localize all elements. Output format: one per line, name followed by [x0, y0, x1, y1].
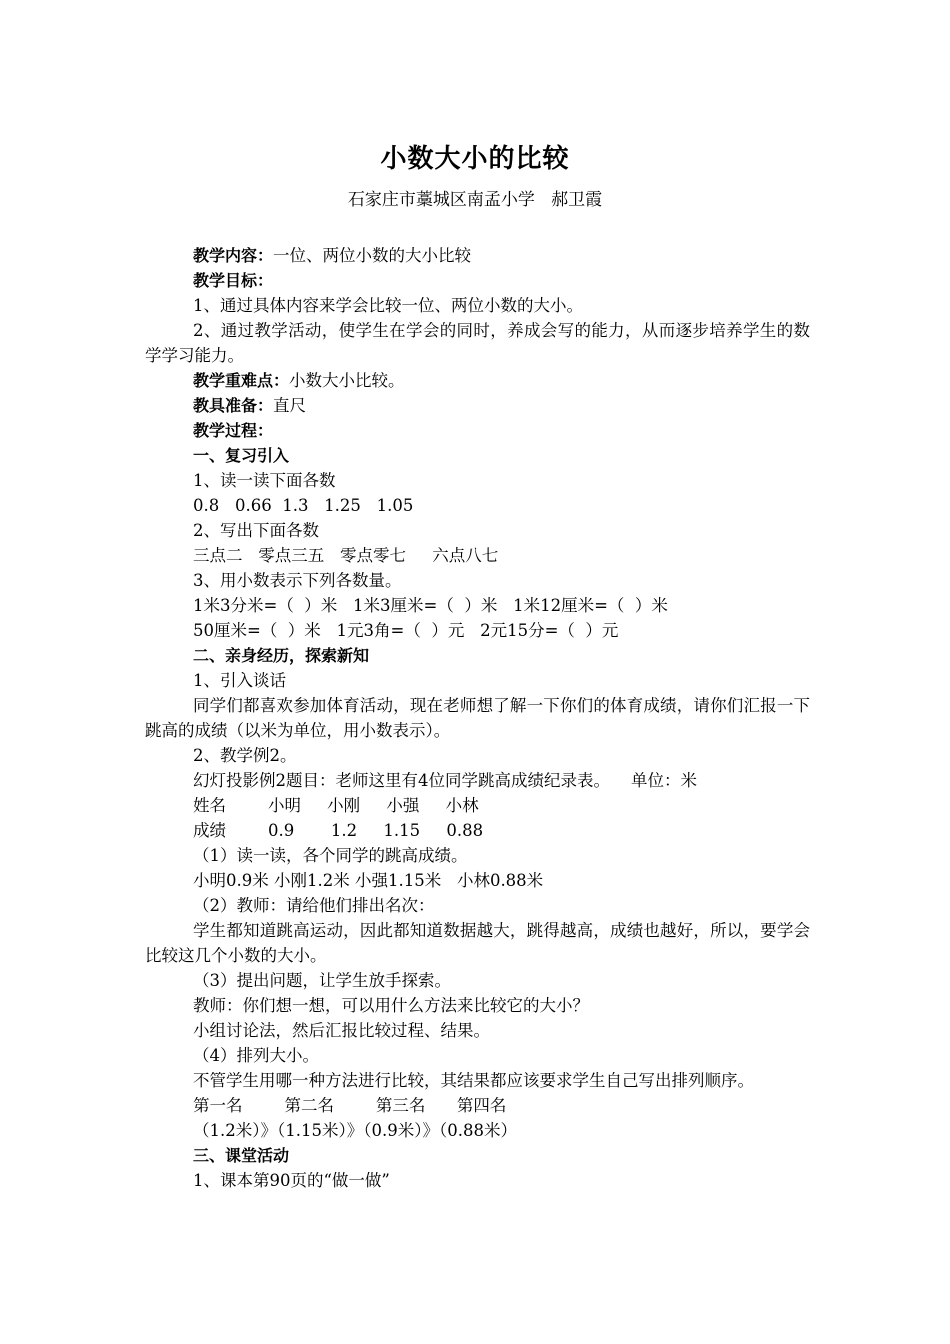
teaching-tools-text: 直尺 [273, 396, 307, 415]
table-header-row: 姓名 小明 小刚 小强 小林 [193, 796, 479, 815]
ranking-values: （1.2米）》（1.15米）》（0.9米）》（0.88米） [193, 1121, 517, 1140]
section-heading-review: 一、复习引入 [193, 446, 290, 465]
explore-intro-text: 同学们都喜欢参加体育活动，现在老师想了解一下你们的体育成绩，请你们汇报一下跳高的成绩（以米为单位，用小数表示）。 [145, 696, 810, 740]
review-item-2: 2、写出下面各数 [193, 521, 319, 540]
question-3-group: 小组讨论法，然后汇报比较过程、结果。 [193, 1021, 490, 1040]
slide-description: 幻灯投影例2题目：老师这里有4位同学跳高成绩纪录表。 单位：米 [193, 771, 697, 790]
teaching-goals-label: 教学目标： [193, 271, 274, 290]
teaching-content-label: 教学内容： [193, 246, 274, 265]
review-words: 三点二 零点三五 零点零七 六点八七 [193, 546, 499, 565]
review-quantities-b: 50厘米=（ ）米 1元3角=（ ）元 2元15分=（ ）元 [193, 621, 619, 640]
document-body [145, 243, 810, 1193]
teaching-tools-label: 教具准备： [193, 396, 274, 415]
question-4-text: 不管学生用哪一种方法进行比较，其结果都应该要求学生自己写出排列顺序。 [193, 1071, 754, 1090]
key-points-line [145, 368, 810, 393]
question-1-answer: 小明0.9米 小刚1.2米 小强1.15米 小林0.88米 [193, 871, 544, 890]
author-line: 石家庄市藁城区南孟小学 郝卫霞 [347, 190, 603, 210]
table-scores-row: 成绩 0.9 1.2 1.15 0.88 [193, 821, 484, 840]
review-item-3: 3、用小数表示下列各数量。 [193, 571, 402, 590]
key-points-label: 教学重难点： [193, 371, 290, 390]
teaching-tools-line [145, 393, 810, 418]
review-item-1: 1、读一读下面各数 [193, 471, 336, 490]
question-3: （3）提出问题，让学生放手探索。 [193, 971, 451, 990]
document-title: 小数大小的比较 [380, 144, 570, 174]
teaching-content-line [145, 243, 810, 268]
goal-item-1: 1、通过具体内容来学会比较一位、两位小数的大小。 [193, 296, 583, 315]
explore-item-2: 2、教学例2。 [193, 746, 297, 765]
key-points-text: 小数大小比较。 [289, 371, 405, 390]
goal-item-2: 2、通过教学活动，使学生在学会的同时，养成会写的能力，从而逐步培养学生的数学学习能力。 [145, 321, 810, 365]
ranking-header: 第一名 第二名 第三名 第四名 [193, 1096, 507, 1115]
question-2: （2）教师：请给他们排出名次： [193, 896, 435, 915]
teaching-process-label: 教学过程： [193, 421, 274, 440]
section-heading-activity: 三、课堂活动 [193, 1146, 290, 1165]
explore-item-1: 1、引入谈话 [193, 671, 286, 690]
teaching-content-text: 一位、两位小数的大小比较 [273, 246, 472, 265]
activity-item-1: 1、课本第90页的“做一做” [193, 1171, 390, 1190]
question-3-teacher: 教师：你们想一想，可以用什么方法来比较它的大小？ [193, 996, 589, 1015]
question-1: （1）读一读，各个同学的跳高成绩。 [193, 846, 468, 865]
question-2-text: 学生都知道跳高运动，因此都知道数据越大，跳得越高，成绩也越好，所以，要学会比较这几个小数的大小。 [145, 921, 810, 965]
review-numbers: 0.8 0.66 1.3 1.25 1.05 [193, 496, 414, 515]
section-heading-explore: 二、亲身经历，探索新知 [193, 646, 370, 665]
question-4: （4）排列大小。 [193, 1046, 319, 1065]
review-quantities-a: 1米3分米=（ ）米 1米3厘米=（ ）米 1米12厘米=（ ）米 [193, 596, 668, 615]
